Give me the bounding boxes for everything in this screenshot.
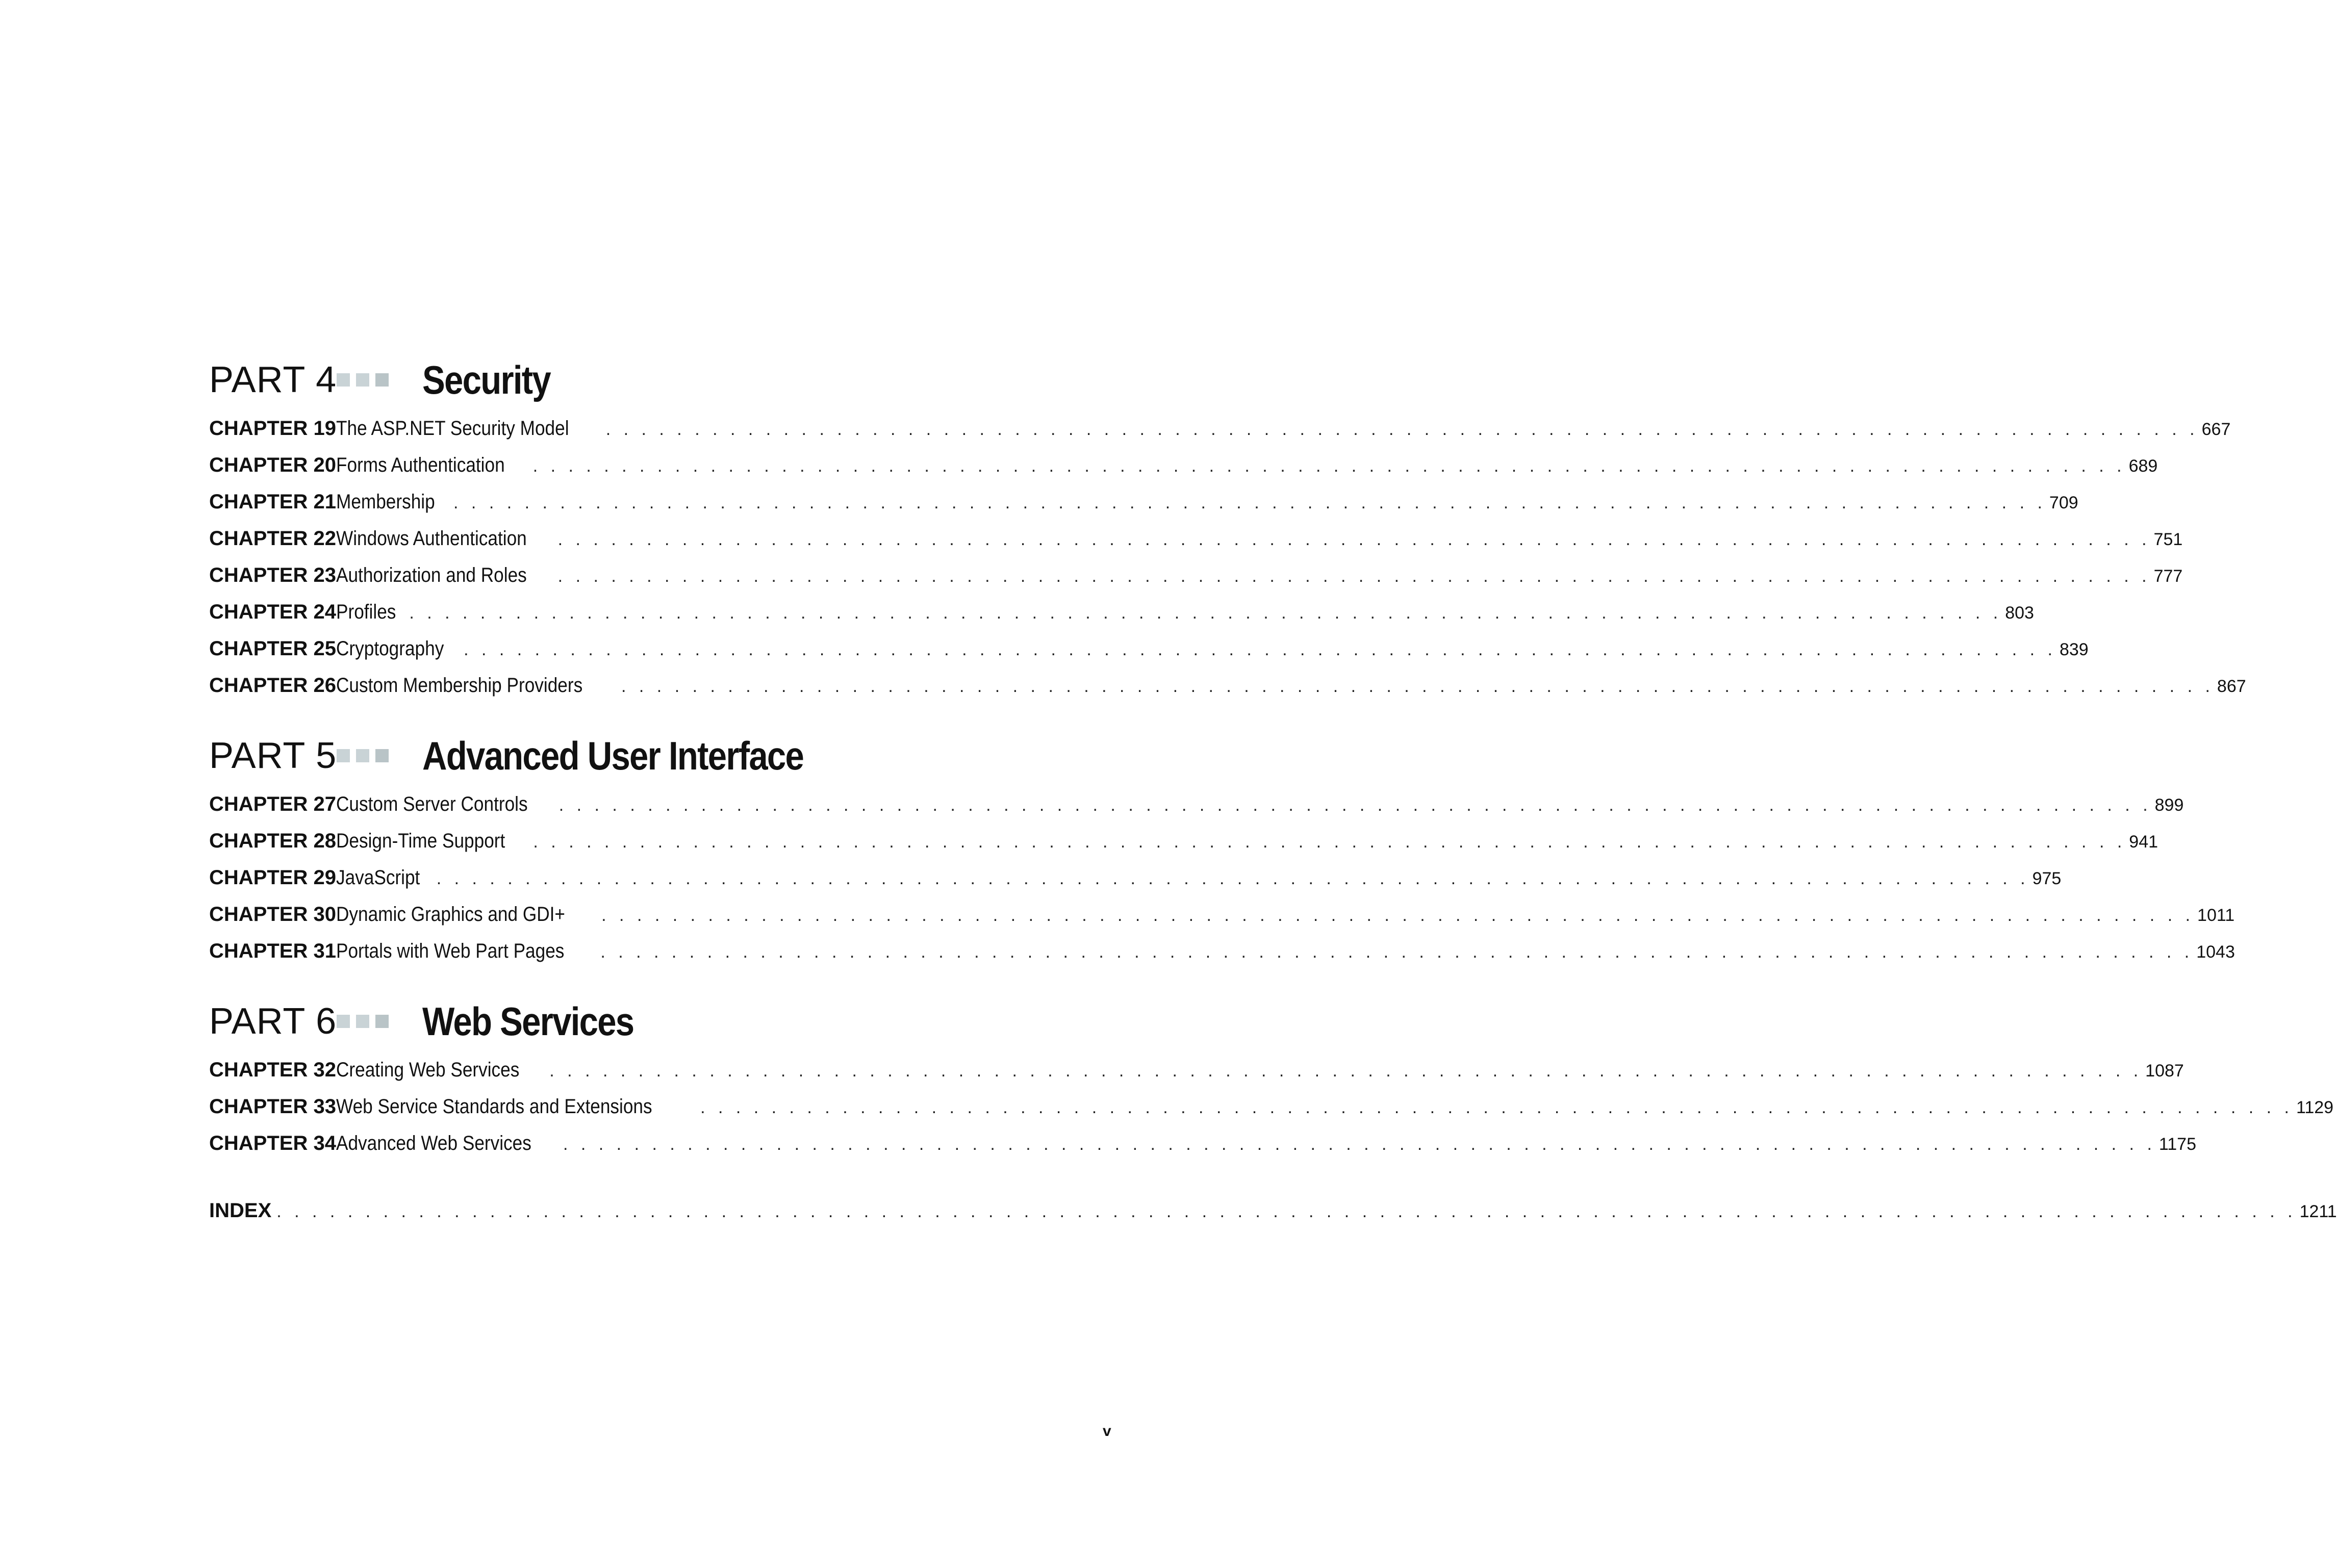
chapter-title: Authorization and Roles — [336, 564, 527, 586]
dot-leader: . . . . . . . . . . . . . . . . . . . . . . . . . . . . . . . . . . . . . . . . . . . . . . . . . . . . . . . . . . . . . . . . . . . . . . . . . . . . . . . . . . . . . . . . . . — [605, 420, 2199, 439]
chapter-label: CHAPTER 34 — [209, 1132, 336, 1154]
page-folio: v — [1103, 1423, 1111, 1440]
dot-leader: . . . . . . . . . . . . . . . . . . . . . . . . . . . . . . . . . . . . . . . . . . . . . . . . . . . . . . . . . . . . . . . . . . . . . . . . . . . . . . . . . . . . . . . . . . — [600, 942, 2194, 962]
square-ornament-icon — [375, 1015, 389, 1028]
chapter-title: Web Service Standards and Extensions — [336, 1095, 652, 1118]
dot-leader: . . . . . . . . . . . . . . . . . . . . . . . . . . . . . . . . . . . . . . . . . . . . . . . . . . . . . . . . . . . . . . . . . . . . . . . . . . . . . . . . . . . . . . . . . . — [700, 1098, 2293, 1117]
chapter-label: CHAPTER 27 — [209, 793, 336, 815]
toc-entry-chapter-32[interactable] — [209, 1059, 2184, 1089]
part-4-header — [209, 354, 1030, 405]
chapter-title: Advanced Web Services — [336, 1132, 531, 1154]
page-number: 975 — [2032, 869, 2062, 888]
toc-entry-chapter-19[interactable] — [209, 417, 2231, 448]
page-number: 689 — [2128, 456, 2158, 476]
dot-leader: . . . . . . . . . . . . . . . . . . . . . . . . . . . . . . . . . . . . . . . . . . . . . . . . . . . . . . . . . . . . . . . . . . . . . . . . . . . . . . . . . . . . . . . . . . — [453, 493, 2046, 512]
dot-leader: . . . . . . . . . . . . . . . . . . . . . . . . . . . . . . . . . . . . . . . . . . . . . . . . . . . . . . . . . . . . . . . . . . . . . . . . . . . . . . . . . . . . . . . . . . — [557, 530, 2151, 549]
chapter-label: CHAPTER 28 — [209, 830, 336, 852]
part-squares-ornament — [337, 749, 422, 762]
square-ornament-icon — [375, 749, 389, 762]
chapter-label: CHAPTER 32 — [209, 1059, 336, 1081]
chapter-title: Cryptography — [336, 637, 444, 660]
toc-entry-chapter-25[interactable] — [209, 637, 2089, 668]
toc-entry-chapter-27[interactable] — [209, 793, 2184, 824]
part-5-header — [209, 730, 1030, 781]
toc-entry-chapter-30[interactable] — [209, 903, 2235, 934]
page-number: 1175 — [2158, 1135, 2197, 1154]
square-ornament-icon — [337, 373, 350, 387]
chapter-label: CHAPTER 26 — [209, 674, 336, 697]
chapter-title: Profiles — [336, 601, 396, 623]
chapter-label: CHAPTER 33 — [209, 1095, 336, 1118]
chapter-title: Portals with Web Part Pages — [336, 940, 565, 962]
toc-entry-chapter-21[interactable] — [209, 491, 2078, 521]
chapter-title: Dynamic Graphics and GDI+ — [336, 903, 565, 926]
chapter-label: CHAPTER 24 — [209, 601, 336, 623]
part-squares-ornament — [337, 373, 422, 387]
toc-entry-chapter-22[interactable] — [209, 527, 2183, 558]
part-6-header — [209, 996, 1030, 1047]
part-title: Advanced User Interface — [422, 733, 804, 778]
toc-entry-index[interactable] — [209, 1199, 2337, 1230]
dot-leader: . . . . . . . . . . . . . . . . . . . . . . . . . . . . . . . . . . . . . . . . . . . . . . . . . . . . . . . . . . . . . . . . . . . . . . . . . . . . . . . . . . . . . . . . . . — [601, 906, 2195, 925]
square-ornament-icon — [337, 1015, 350, 1028]
dot-leader: . . . . . . . . . . . . . . . . . . . . . . . . . . . . . . . . . . . . . . . . . . . . . . . . . . . . . . . . . . . . . . . . . . . . . . . . . . . . . . . . . . . . . . . . . . — [563, 1135, 2156, 1154]
page-number: 1129 — [2296, 1098, 2334, 1117]
part-label: PART 5 — [209, 735, 337, 776]
toc-entry-chapter-24[interactable] — [209, 601, 2034, 631]
part-label: PART 4 — [209, 359, 337, 400]
toc-entry-chapter-28[interactable] — [209, 830, 2158, 860]
dot-leader: . . . . . . . . . . . . . . . . . . . . . . . . . . . . . . . . . . . . . . . . . . . . . . . . . . . . . . . . . . . . . . . . . . . . . . . . . . . . . . . . . . . . . . . . . . — [464, 640, 2056, 659]
page-number: 1043 — [2196, 942, 2235, 962]
square-ornament-icon — [375, 373, 389, 387]
chapter-title: Windows Authentication — [336, 527, 527, 550]
dot-leader: . . . . . . . . . . . . . . . . . . . . . . . . . . . . . . . . . . . . . . . . . . . . . . . . . . . . . . . . . . . . . . . . . . . . . . . . . . . . . . . . . . . . . . . . . . — [558, 795, 2152, 815]
square-ornament-icon — [356, 373, 369, 387]
part-title: Web Services — [422, 998, 634, 1044]
chapter-title: Design-Time Support — [336, 830, 505, 852]
square-ornament-icon — [337, 749, 350, 762]
toc-entry-chapter-26[interactable] — [209, 674, 2246, 705]
page-number: 1211 — [2299, 1202, 2337, 1221]
chapter-title: The ASP.NET Security Model — [336, 417, 569, 440]
square-ornament-icon — [356, 1015, 369, 1028]
dot-leader: . . . . . . . . . . . . . . . . . . . . . . . . . . . . . . . . . . . . . . . . . . . . . . . . . . . . . . . . . . . . . . . . . . . . . . . . . . . . . . . . . . . . . . . . . . — [532, 456, 2126, 476]
dot-leader: . . . . . . . . . . . . . . . . . . . . . . . . . . . . . . . . . . . . . . . . . . . . . . . . . . . . . . . . . . . . . . . . . . . . . . . . . . . . . . . . . . . . . . . . . . — [557, 567, 2151, 586]
page-number: 777 — [2153, 567, 2183, 586]
chapter-label: CHAPTER 20 — [209, 454, 336, 476]
dot-leader: . . . . . . . . . . . . . . . . . . . . . . . . . . . . . . . . . . . . . . . . . . . . . . . . . . . . . . . . . . . . . . . . . . . . . . . . . . . . . . . . . . . . . . . . . . — [409, 603, 2002, 623]
page-number: 709 — [2049, 493, 2078, 512]
chapter-title: Membership — [336, 491, 435, 513]
dot-leader: . . . . . . . . . . . . . . . . . . . . . . . . . . . . . . . . . . . . . . . . . . . . . . . . . . . . . . . . . . . . . . . . . . . . . . . . . . . . . . . . . . . . . . . . . . — [533, 832, 2126, 852]
chapter-label: CHAPTER 19 — [209, 417, 336, 440]
page-number: 1011 — [2197, 906, 2235, 925]
toc-entry-chapter-34[interactable] — [209, 1132, 2197, 1163]
page-number: 1087 — [2145, 1061, 2184, 1081]
chapter-label: CHAPTER 31 — [209, 940, 336, 962]
chapter-label: CHAPTER 29 — [209, 866, 336, 889]
chapter-title: JavaScript — [336, 866, 420, 889]
page-number: 839 — [2059, 640, 2089, 659]
chapter-label: CHAPTER 22 — [209, 527, 336, 550]
index-label: INDEX — [209, 1199, 272, 1222]
dot-leader: . . . . . . . . . . . . . . . . . . . . . . . . . . . . . . . . . . . . . . . . . . . . . . . . . . . . . . . . . . . . . . . . . . . . . . . . . . . . . . . . . . . . . . . . . . — [436, 869, 2029, 888]
chapter-title: Custom Server Controls — [336, 793, 528, 815]
page-number: 803 — [2005, 603, 2034, 623]
dot-leader: . . . . . . . . . . . . . . . . . . . . . . . . . . . . . . . . . . . . . . . . . . . . . . . . . . . . . . . . . . . . . . . . . . . . . . . . . . . . . . . . . . . . . . . . . . — [621, 677, 2214, 696]
page-number: 941 — [2129, 832, 2158, 852]
chapter-title: Custom Membership Providers — [336, 674, 583, 697]
toc-entry-chapter-31[interactable] — [209, 940, 2235, 970]
part-label: PART 6 — [209, 1001, 337, 1042]
chapter-label: CHAPTER 21 — [209, 491, 336, 513]
toc-entry-chapter-23[interactable] — [209, 564, 2183, 595]
toc-entry-chapter-20[interactable] — [209, 454, 2158, 484]
chapter-label: CHAPTER 23 — [209, 564, 336, 586]
toc-entry-chapter-33[interactable] — [209, 1095, 2334, 1126]
chapter-label: CHAPTER 30 — [209, 903, 336, 926]
page-number: 667 — [2201, 420, 2231, 439]
square-ornament-icon — [356, 749, 369, 762]
dot-leader: . . . . . . . . . . . . . . . . . . . . . . . . . . . . . . . . . . . . . . . . . . . . . . . . . . . . . . . . . . . . . . . . . . . . . . . . . . . . . . . . . . . . . . . . . . . . . . . . . . . . . . . . . . . . . . . . . . — [276, 1202, 2297, 1221]
part-title: Security — [422, 357, 550, 402]
page-number: 867 — [2217, 677, 2246, 696]
part-squares-ornament — [337, 1015, 422, 1028]
chapter-title: Forms Authentication — [336, 454, 505, 476]
dot-leader: . . . . . . . . . . . . . . . . . . . . . . . . . . . . . . . . . . . . . . . . . . . . . . . . . . . . . . . . . . . . . . . . . . . . . . . . . . . . . . . . . . . . . . . . . . — [549, 1061, 2143, 1081]
chapter-title: Creating Web Services — [336, 1059, 520, 1081]
page-number: 751 — [2153, 530, 2183, 549]
page-number: 899 — [2154, 795, 2184, 815]
chapter-label: CHAPTER 25 — [209, 637, 336, 660]
toc-entry-chapter-29[interactable] — [209, 866, 2062, 897]
